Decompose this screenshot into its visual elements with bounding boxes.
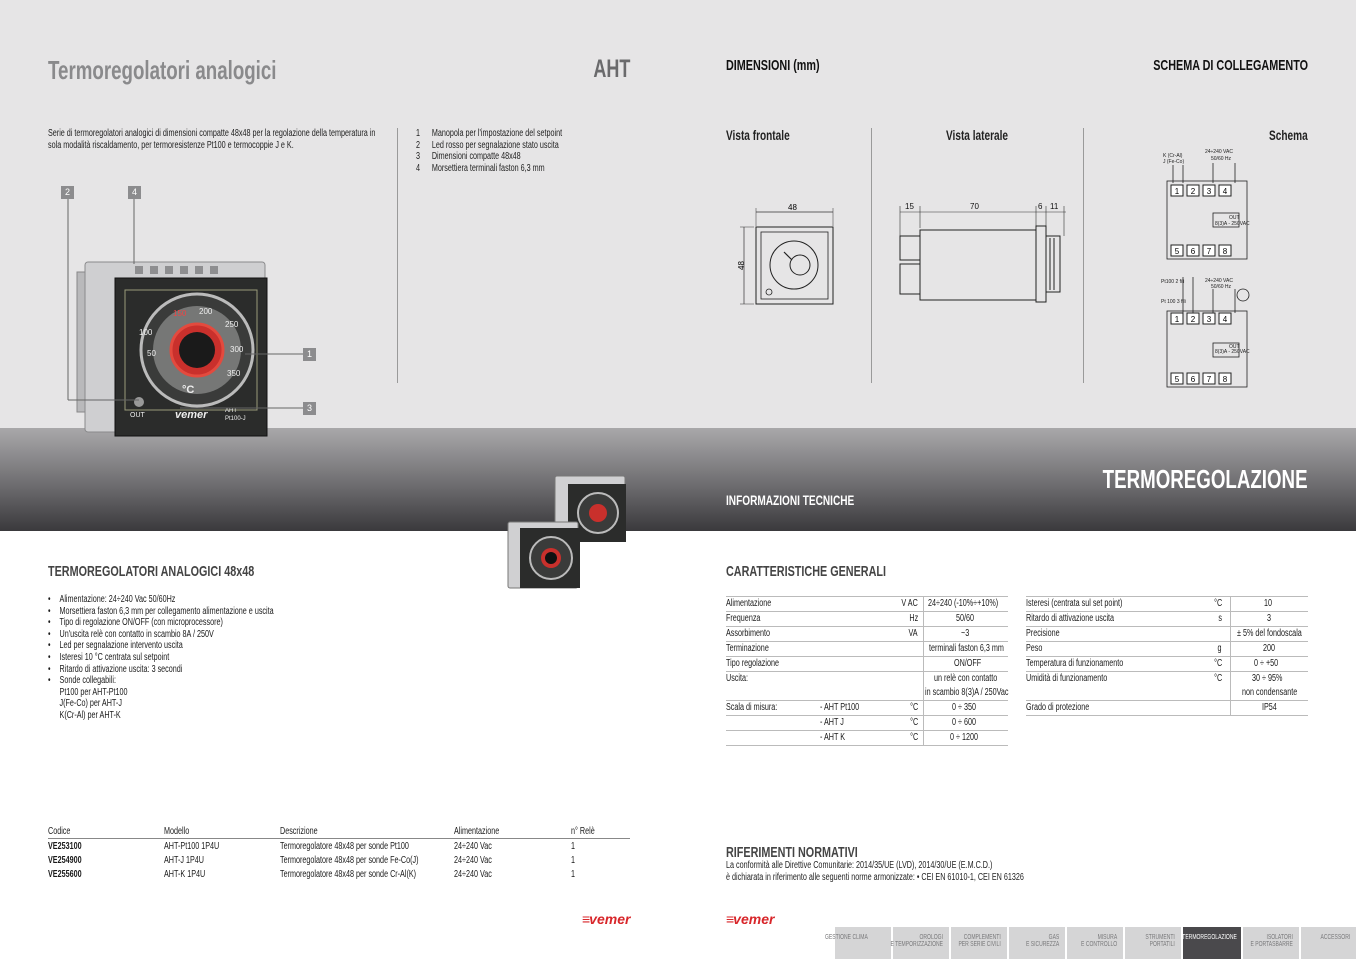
terminal: 6: [1190, 375, 1196, 384]
terminal: 1: [1174, 315, 1180, 324]
terminal: 5: [1174, 247, 1180, 256]
bullet-item: • Led per segnalazione intervento uscita: [48, 640, 274, 652]
feature-item: 1 Manopola per l'impostazione del setpoint: [416, 128, 563, 139]
terminal: 2: [1190, 315, 1196, 324]
front-view-title: Vista frontale: [726, 127, 790, 143]
out-label: OUT: [130, 412, 145, 419]
freq-label: 50/60 Hz: [1211, 156, 1232, 162]
bullet-item: • Tipo di regolazione ON/OFF (con microprocessore): [48, 617, 274, 629]
bullet-item: • Isteresi 10 °C centrata sul setpoint: [48, 652, 274, 664]
spec-table-left: [726, 596, 1008, 746]
product-code-title: AHT: [592, 55, 630, 83]
spec-row: Precisione ± 5% del fondoscala: [1026, 627, 1308, 642]
device-photo: [55, 180, 335, 440]
bullet-list: [48, 594, 361, 722]
vemer-logo: ≡vemer: [726, 911, 775, 927]
spec-row: Tipo regolazione ON/OFF: [726, 657, 1008, 672]
nav-tab-isolatori[interactable]: ISOLATORI E PORTASBARRE: [1243, 927, 1299, 959]
vemer-logo: ≡vemer: [582, 911, 631, 927]
wiring-diagram: [1153, 145, 1313, 395]
spec-row: in scambio 8(3)A / 250Vac: [726, 686, 1008, 701]
norms-title: RIFERIMENTI NORMATIVI: [726, 844, 858, 861]
dimensions-title: DIMENSIONI (mm): [726, 57, 820, 74]
terminal: 1: [1174, 187, 1180, 196]
scale-label: 200: [199, 307, 213, 316]
spec-row: Scala di misura: - AHT Pt100 °C 0 ÷ 350: [726, 701, 1008, 716]
column-divider: [1083, 128, 1084, 383]
spec-title: CARATTERISTICHE GENERALI: [726, 563, 887, 580]
scale-label: 150: [173, 309, 187, 318]
table-header: Codice Modello Descrizione Alimentazione n° Relè: [48, 826, 630, 839]
nav-tab-orologi[interactable]: OROLOGI E TEMPORIZZAZIONE: [893, 927, 949, 959]
spec-row: Umidità di funzionamento °C 30 ÷ 95%: [1026, 673, 1283, 684]
rating-label: 8(3)A - 250VAC: [1215, 221, 1250, 227]
schema-title: Schema: [1269, 127, 1308, 143]
scale-label: 250: [225, 320, 239, 329]
scale-label: 50: [147, 349, 156, 358]
feature-item: 2 Led rosso per segnalazione stato uscita: [416, 139, 559, 151]
rating-label: 8(3)A - 250VAC: [1215, 349, 1250, 355]
bullet-item: • Alimentazione: 24÷240 Vac 50/60Hz: [48, 594, 274, 606]
feature-item: 3 Dimensioni compatte 48x48: [416, 151, 521, 163]
nav-tab-strumenti[interactable]: STRUMENTI PORTATILI: [1125, 927, 1181, 959]
side-dim: 15: [905, 202, 914, 211]
scale-label: 100: [139, 328, 153, 337]
tech-info-title: INFORMAZIONI TECNICHE: [726, 492, 855, 508]
spec-row: Peso g 200: [1026, 642, 1308, 657]
column-divider: [397, 128, 398, 383]
spec-row: Alimentazione V AC 24÷240 (-10%÷+10%): [726, 596, 1008, 612]
terminal: 5: [1174, 375, 1180, 384]
page-title: Termoregolatori analogici: [48, 55, 277, 85]
nav-tab-accessori[interactable]: ACCESSORI: [1301, 927, 1356, 959]
spec-row: Terminazione terminali faston 6,3 mm: [726, 642, 1008, 657]
bullet-item: • Un'uscita relè con contatto in scambio 8A / 250V: [48, 629, 274, 641]
feature-item: 4 Morsettiera terminali faston 6,3 mm: [416, 162, 545, 174]
spec-row: Frequenza Hz 50/60: [726, 612, 1008, 627]
product-table: [48, 826, 630, 883]
spec-row: Isteresi (centrata sul set point) °C 10: [1026, 596, 1308, 612]
intro-text: Serie di termoregolatori analogici di dimensioni compatte 48x48 per la regolazione della temperatura in sola modalità riscaldamento, per termoresistenze Pt100 e termocoppie J e K.: [48, 128, 376, 151]
device-brand: vemer: [175, 409, 208, 421]
sub-bullet-item: K(Cr-Al) per AHT-K: [59, 709, 121, 721]
column-divider: [871, 128, 872, 383]
category-title: TERMOREGOLAZIONE: [1103, 464, 1308, 494]
nav-tab-termoregolazione[interactable]: TERMOREGOLAZIONE: [1183, 927, 1241, 959]
out-label: OUT: [1229, 215, 1240, 221]
pt100-2wire-label: Pt100 2 fili: [1161, 279, 1185, 285]
terminal: 4: [1222, 315, 1228, 324]
j-label: J (Fe-Co): [1163, 159, 1185, 165]
bullet-item: • Sonde collegabili:: [48, 675, 274, 687]
bullet-item: • Ritardo di attivazione uscita: 3 secondi: [48, 664, 274, 676]
front-dim-height: 48: [737, 261, 746, 270]
bullet-item: • Morsettiera faston 6,3 mm per collegamento alimentazione e uscita: [48, 606, 274, 618]
device-group-photo: [500, 470, 640, 595]
terminal: 2: [1190, 187, 1196, 196]
freq-label: 50/60 Hz: [1211, 284, 1232, 290]
terminal: 8: [1222, 247, 1228, 256]
side-dim: 70: [970, 202, 979, 211]
sub-bullet-item: J(Fe-Co) per AHT-J: [59, 698, 122, 710]
led-indicator: [134, 397, 144, 407]
out-label: OUT: [1229, 344, 1240, 350]
wiring-title: SCHEMA DI COLLEGAMENTO: [1153, 57, 1308, 74]
table-row: VE254900 AHT-J 1P4U Termoregolatore 48x48 per sonde Fe-Co(J) 24÷240 Vac 1: [48, 855, 576, 866]
pt100-3wire-label: Pt 100 3 fili: [1161, 299, 1186, 305]
terminal: 3: [1206, 315, 1212, 324]
device-model: AHT: [225, 408, 237, 414]
k-label: K (Cr-Al): [1163, 153, 1183, 159]
front-dim-width: 48: [788, 203, 797, 212]
terminal: 7: [1206, 247, 1212, 256]
feature-list: [416, 128, 619, 174]
section-title: TERMOREGOLATORI ANALOGICI 48x48: [48, 563, 255, 580]
side-view-drawing: [896, 198, 1071, 308]
callout-1: 1: [303, 348, 316, 361]
nav-tab-gas[interactable]: GAS E SICUREZZA: [1009, 927, 1065, 959]
terminal: 6: [1190, 247, 1196, 256]
sub-bullet-item: Pt100 per AHT-Pt100: [59, 686, 128, 698]
side-view-title: Vista laterale: [946, 127, 1009, 143]
norms-text: La conformità alle Direttive Comunitarie: 2014/35/UE (LVD), 2014/30/UE (E.M.C.D.) è dichiarata in riferimento alle seguenti norme armonizzate: • CEI EN 61010-1, CEI EN 61326: [726, 860, 1024, 883]
table-row: VE253100 AHT-Pt100 1P4U Termoregolatore 48x48 per sonde Pt100 24÷240 Vac 1: [48, 841, 576, 852]
unit-label: °C: [182, 384, 195, 396]
supply-label: 24÷240 VAC: [1205, 149, 1233, 155]
spec-row: - AHT J °C 0 ÷ 600: [726, 716, 1008, 731]
nav-tab-gestione-clima[interactable]: GESTIONE CLIMA: [835, 927, 891, 959]
spec-row: - AHT K °C 0 ÷ 1200: [726, 731, 1008, 746]
terminal: 4: [1222, 187, 1228, 196]
terminal: 8: [1222, 375, 1228, 384]
spec-row: Uscita: un relè con contatto: [726, 673, 998, 684]
right-page: [678, 0, 1356, 959]
callout-3: 3: [303, 402, 316, 415]
callout-4: 4: [128, 186, 141, 199]
scale-label: 300: [230, 345, 244, 354]
spec-row: Ritardo di attivazione uscita s 3: [1026, 612, 1308, 627]
spec-row: non condensante: [1026, 686, 1308, 701]
callout-2: 2: [61, 186, 74, 199]
nav-tab-complementi[interactable]: COMPLEMENTI PER SERIE CIVILI: [951, 927, 1007, 959]
terminal: 7: [1206, 375, 1212, 384]
spec-row: Temperatura di funzionamento °C 0 ÷ +50: [1026, 657, 1308, 672]
front-view-drawing: [736, 200, 836, 310]
supply-label: 24÷240 VAC: [1205, 278, 1233, 284]
side-dim: 11: [1050, 202, 1059, 211]
spec-row: Assorbimento VA ~3: [726, 627, 1008, 642]
table-row: VE255600 AHT-K 1P4U Termoregolatore 48x48 per sonde Cr-Al(K) 24÷240 Vac 1: [48, 869, 576, 880]
terminal: 3: [1206, 187, 1212, 196]
nav-tab-misura[interactable]: MISURA E CONTROLLO: [1067, 927, 1123, 959]
scale-label: 350: [227, 369, 241, 378]
spec-row: Grado di protezione IP54: [1026, 701, 1308, 716]
device-model2: Pt100-J: [225, 416, 246, 422]
side-dim: 6: [1038, 202, 1043, 211]
spec-table-right: [1026, 596, 1308, 716]
